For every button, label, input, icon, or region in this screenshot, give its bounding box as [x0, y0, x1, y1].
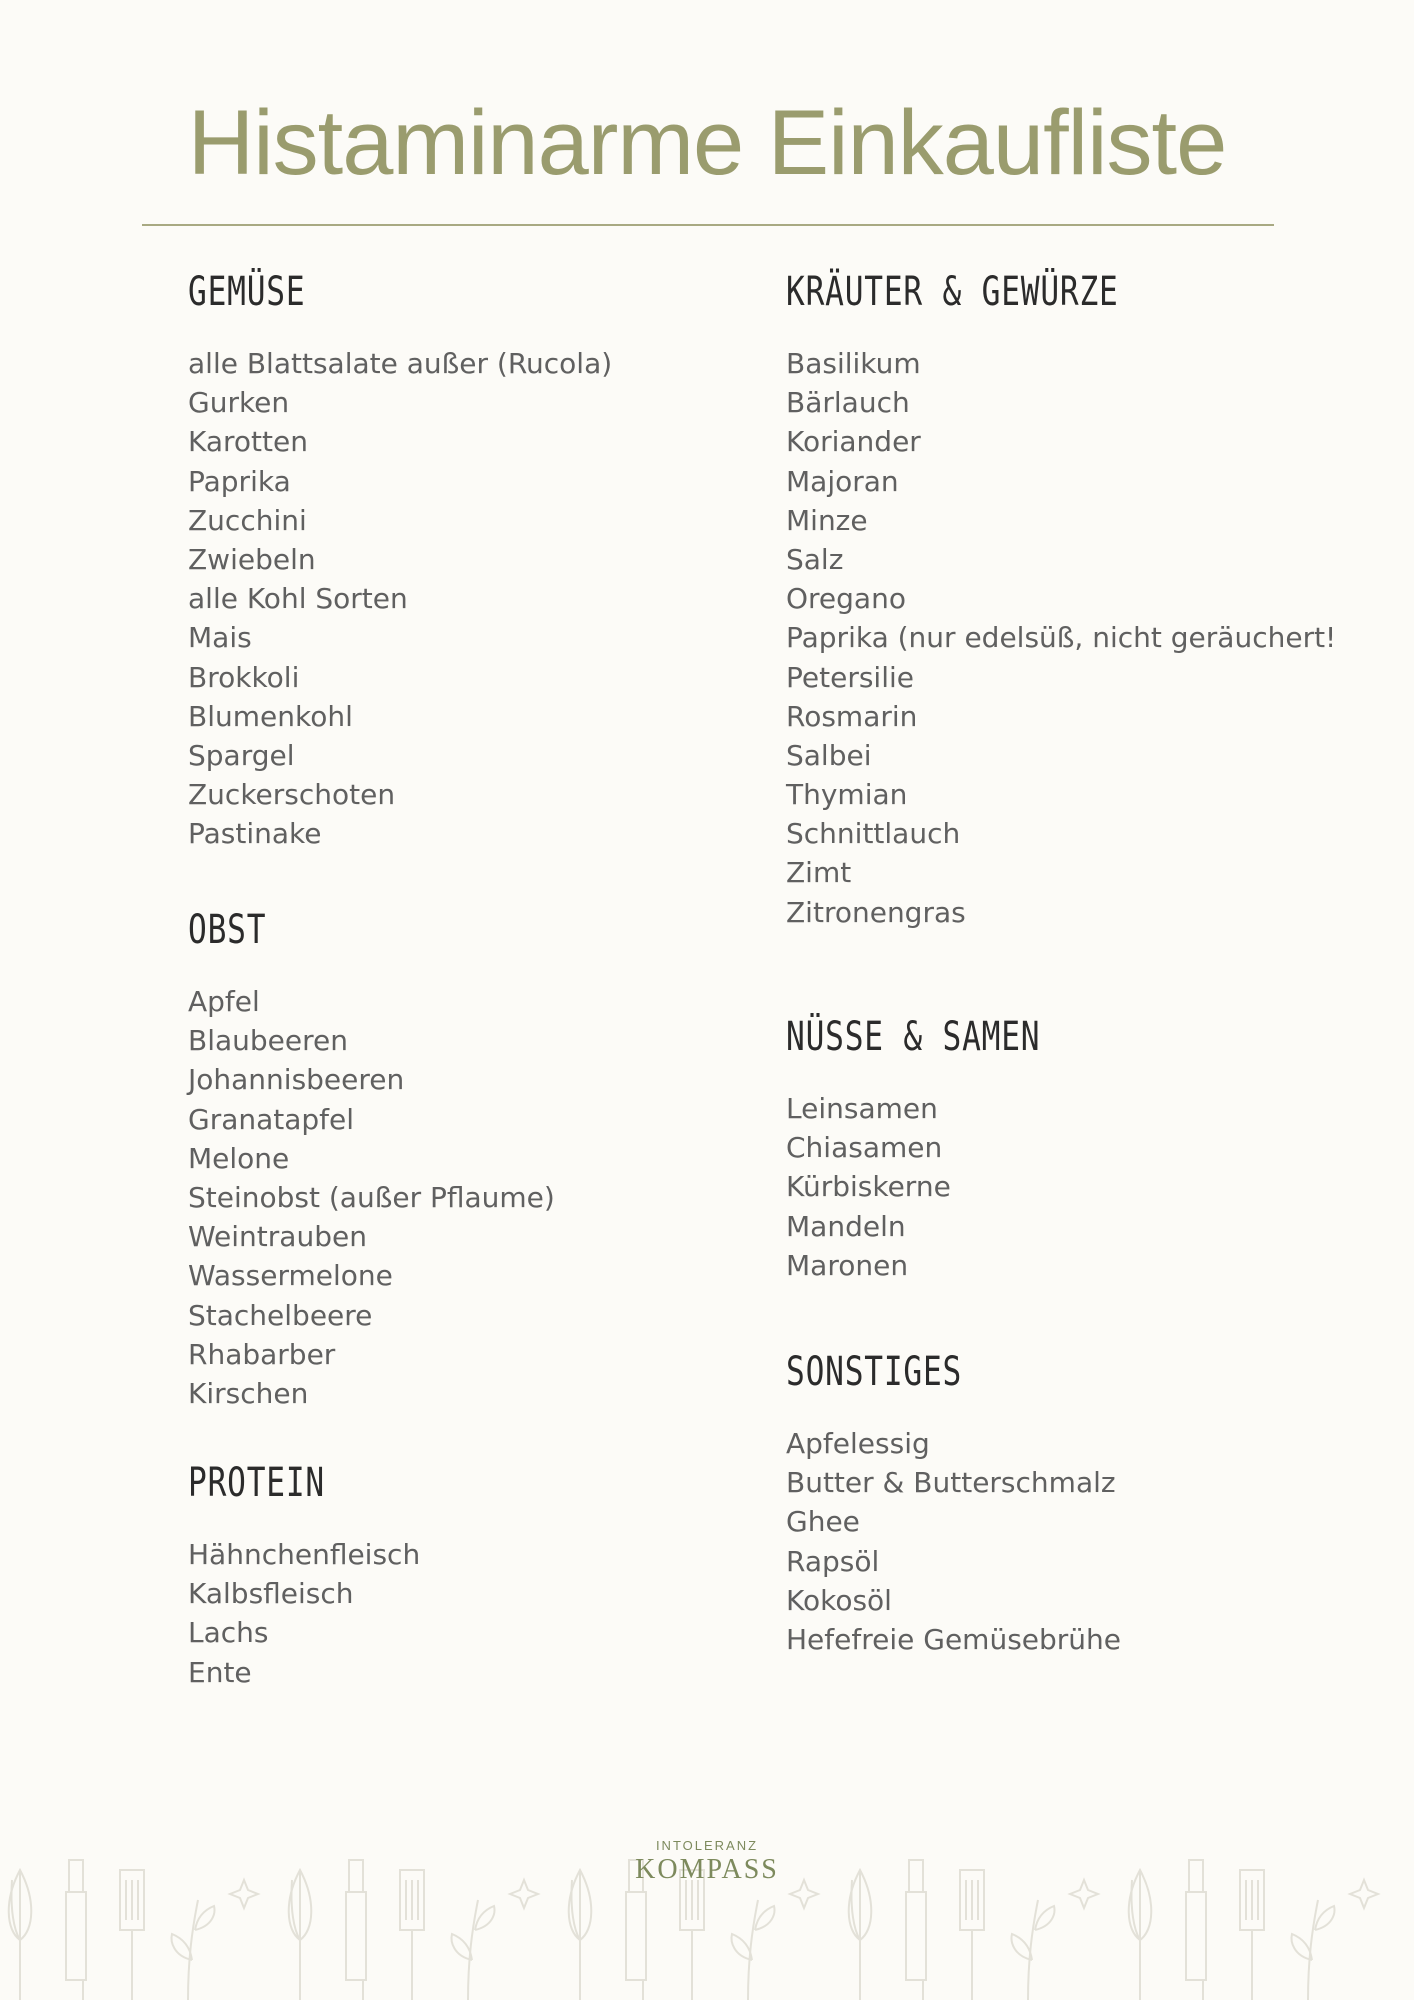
leaf-sprig-icon — [732, 1900, 775, 2000]
item-list — [786, 1424, 1121, 1659]
list-item: Kokosöl — [786, 1583, 892, 1617]
section-heading: NÜSSE & SAMEN — [786, 1014, 1041, 1060]
section-heading: SONSTIGES — [786, 1349, 963, 1395]
list-item: Leinsamen — [786, 1092, 938, 1125]
list-item: Mais — [188, 621, 252, 655]
list-item: alle Kohl Sorten — [188, 582, 408, 616]
section-heading: PROTEIN — [188, 1460, 325, 1506]
list-item: Zwiebeln — [188, 542, 316, 576]
list-item: Zimt — [786, 856, 852, 890]
leaf-sprig-icon — [452, 1900, 495, 2000]
list-item: Basilikum — [786, 347, 921, 380]
list-item: Wassermelone — [188, 1259, 393, 1293]
leaf-sprig-icon — [1292, 1900, 1335, 2000]
brand-logo — [0, 1838, 1414, 1886]
list-item: Kirschen — [188, 1376, 309, 1410]
list-item: Paprika (nur edelsüß, nicht geräuchert! — [786, 621, 1337, 655]
item-list — [188, 344, 612, 853]
section-kraeuter-gewuerze — [786, 268, 1336, 932]
list-item: Paprika — [188, 464, 291, 498]
list-item: Brokkoli — [188, 660, 300, 694]
section-protein — [188, 1459, 420, 1692]
list-item: Rosmarin — [786, 699, 918, 733]
list-item: Ente — [188, 1655, 252, 1689]
spatula-icon — [120, 1870, 144, 2000]
list-item: Apfel — [188, 985, 260, 1018]
spatula-icon — [1240, 1870, 1264, 2000]
list-item: Johannisbeeren — [188, 1063, 405, 1097]
whisk-icon — [289, 1870, 312, 2000]
list-item: Mandeln — [786, 1209, 906, 1243]
section-heading: KRÄUTER & GEWÜRZE — [786, 269, 1119, 315]
list-item: Spargel — [188, 738, 295, 772]
list-item: Bärlauch — [786, 386, 910, 420]
list-item: Hefefreie Gemüsebrühe — [786, 1622, 1122, 1656]
list-item: Gurken — [188, 386, 290, 420]
page-title: Histaminarme Einkaufliste — [187, 92, 1227, 194]
list-item: Maronen — [786, 1248, 909, 1282]
list-item: Rhabarber — [188, 1337, 336, 1371]
item-list — [188, 1535, 420, 1692]
list-item: Hähnchenfleisch — [188, 1538, 421, 1571]
section-obst — [188, 906, 555, 1413]
list-item: Butter & Butterschmalz — [786, 1466, 1116, 1500]
list-item: Oregano — [786, 582, 906, 616]
list-item: Schnittlauch — [786, 817, 961, 851]
list-item: Melone — [188, 1141, 290, 1175]
section-sonstiges — [786, 1348, 1121, 1659]
list-item: Steinobst (außer Pflaume) — [188, 1180, 555, 1214]
whisk-icon — [569, 1870, 592, 2000]
list-item: Granatapfel — [188, 1102, 355, 1136]
list-item: Salbei — [786, 738, 872, 772]
list-item: alle Blattsalate außer (Rucola) — [188, 347, 613, 380]
leaf-sprig-icon — [172, 1900, 215, 2000]
item-list — [188, 982, 555, 1413]
list-item: Stachelbeere — [188, 1298, 373, 1332]
section-heading: OBST — [188, 907, 267, 953]
list-item: Rapsöl — [786, 1544, 880, 1578]
title-divider — [142, 224, 1274, 226]
list-item: Apfelessig — [786, 1427, 930, 1460]
list-item: Blumenkohl — [188, 699, 353, 733]
list-item: Pastinake — [188, 817, 322, 851]
spatula-icon — [680, 1870, 704, 2000]
leaf-sprig-icon — [1012, 1900, 1055, 2000]
list-item: Lachs — [188, 1616, 269, 1650]
list-item: Petersilie — [786, 660, 914, 694]
list-item: Karotten — [188, 425, 308, 459]
section-nuesse-samen — [786, 1013, 1112, 1285]
list-item: Thymian — [786, 778, 908, 812]
whisk-icon — [849, 1870, 872, 2000]
list-item: Zucchini — [188, 503, 307, 537]
list-item: Salz — [786, 542, 844, 576]
list-item: Zuckerschoten — [188, 778, 396, 812]
section-gemuese — [188, 268, 612, 853]
list-item: Kalbsfleisch — [188, 1577, 354, 1611]
item-list — [786, 1089, 1112, 1285]
logo-wordmark: KOMPASS — [635, 1854, 779, 1885]
list-item: Koriander — [786, 425, 921, 459]
list-item: Minze — [786, 503, 868, 537]
section-heading: GEMÜSE — [188, 269, 306, 315]
list-item: Ghee — [786, 1505, 860, 1539]
logo-tagline: INTOLERANZ — [655, 1838, 759, 1853]
item-list — [786, 344, 1336, 932]
spatula-icon — [400, 1870, 424, 2000]
list-item: Chiasamen — [786, 1131, 943, 1165]
list-item: Kürbiskerne — [786, 1170, 951, 1204]
spatula-icon — [960, 1870, 984, 2000]
whisk-icon — [1129, 1870, 1152, 2000]
list-item: Majoran — [786, 464, 899, 498]
list-item: Zitronengras — [786, 895, 966, 929]
list-item: Weintrauben — [188, 1220, 367, 1254]
whisk-icon — [9, 1870, 32, 2000]
list-item: Blaubeeren — [188, 1024, 348, 1058]
